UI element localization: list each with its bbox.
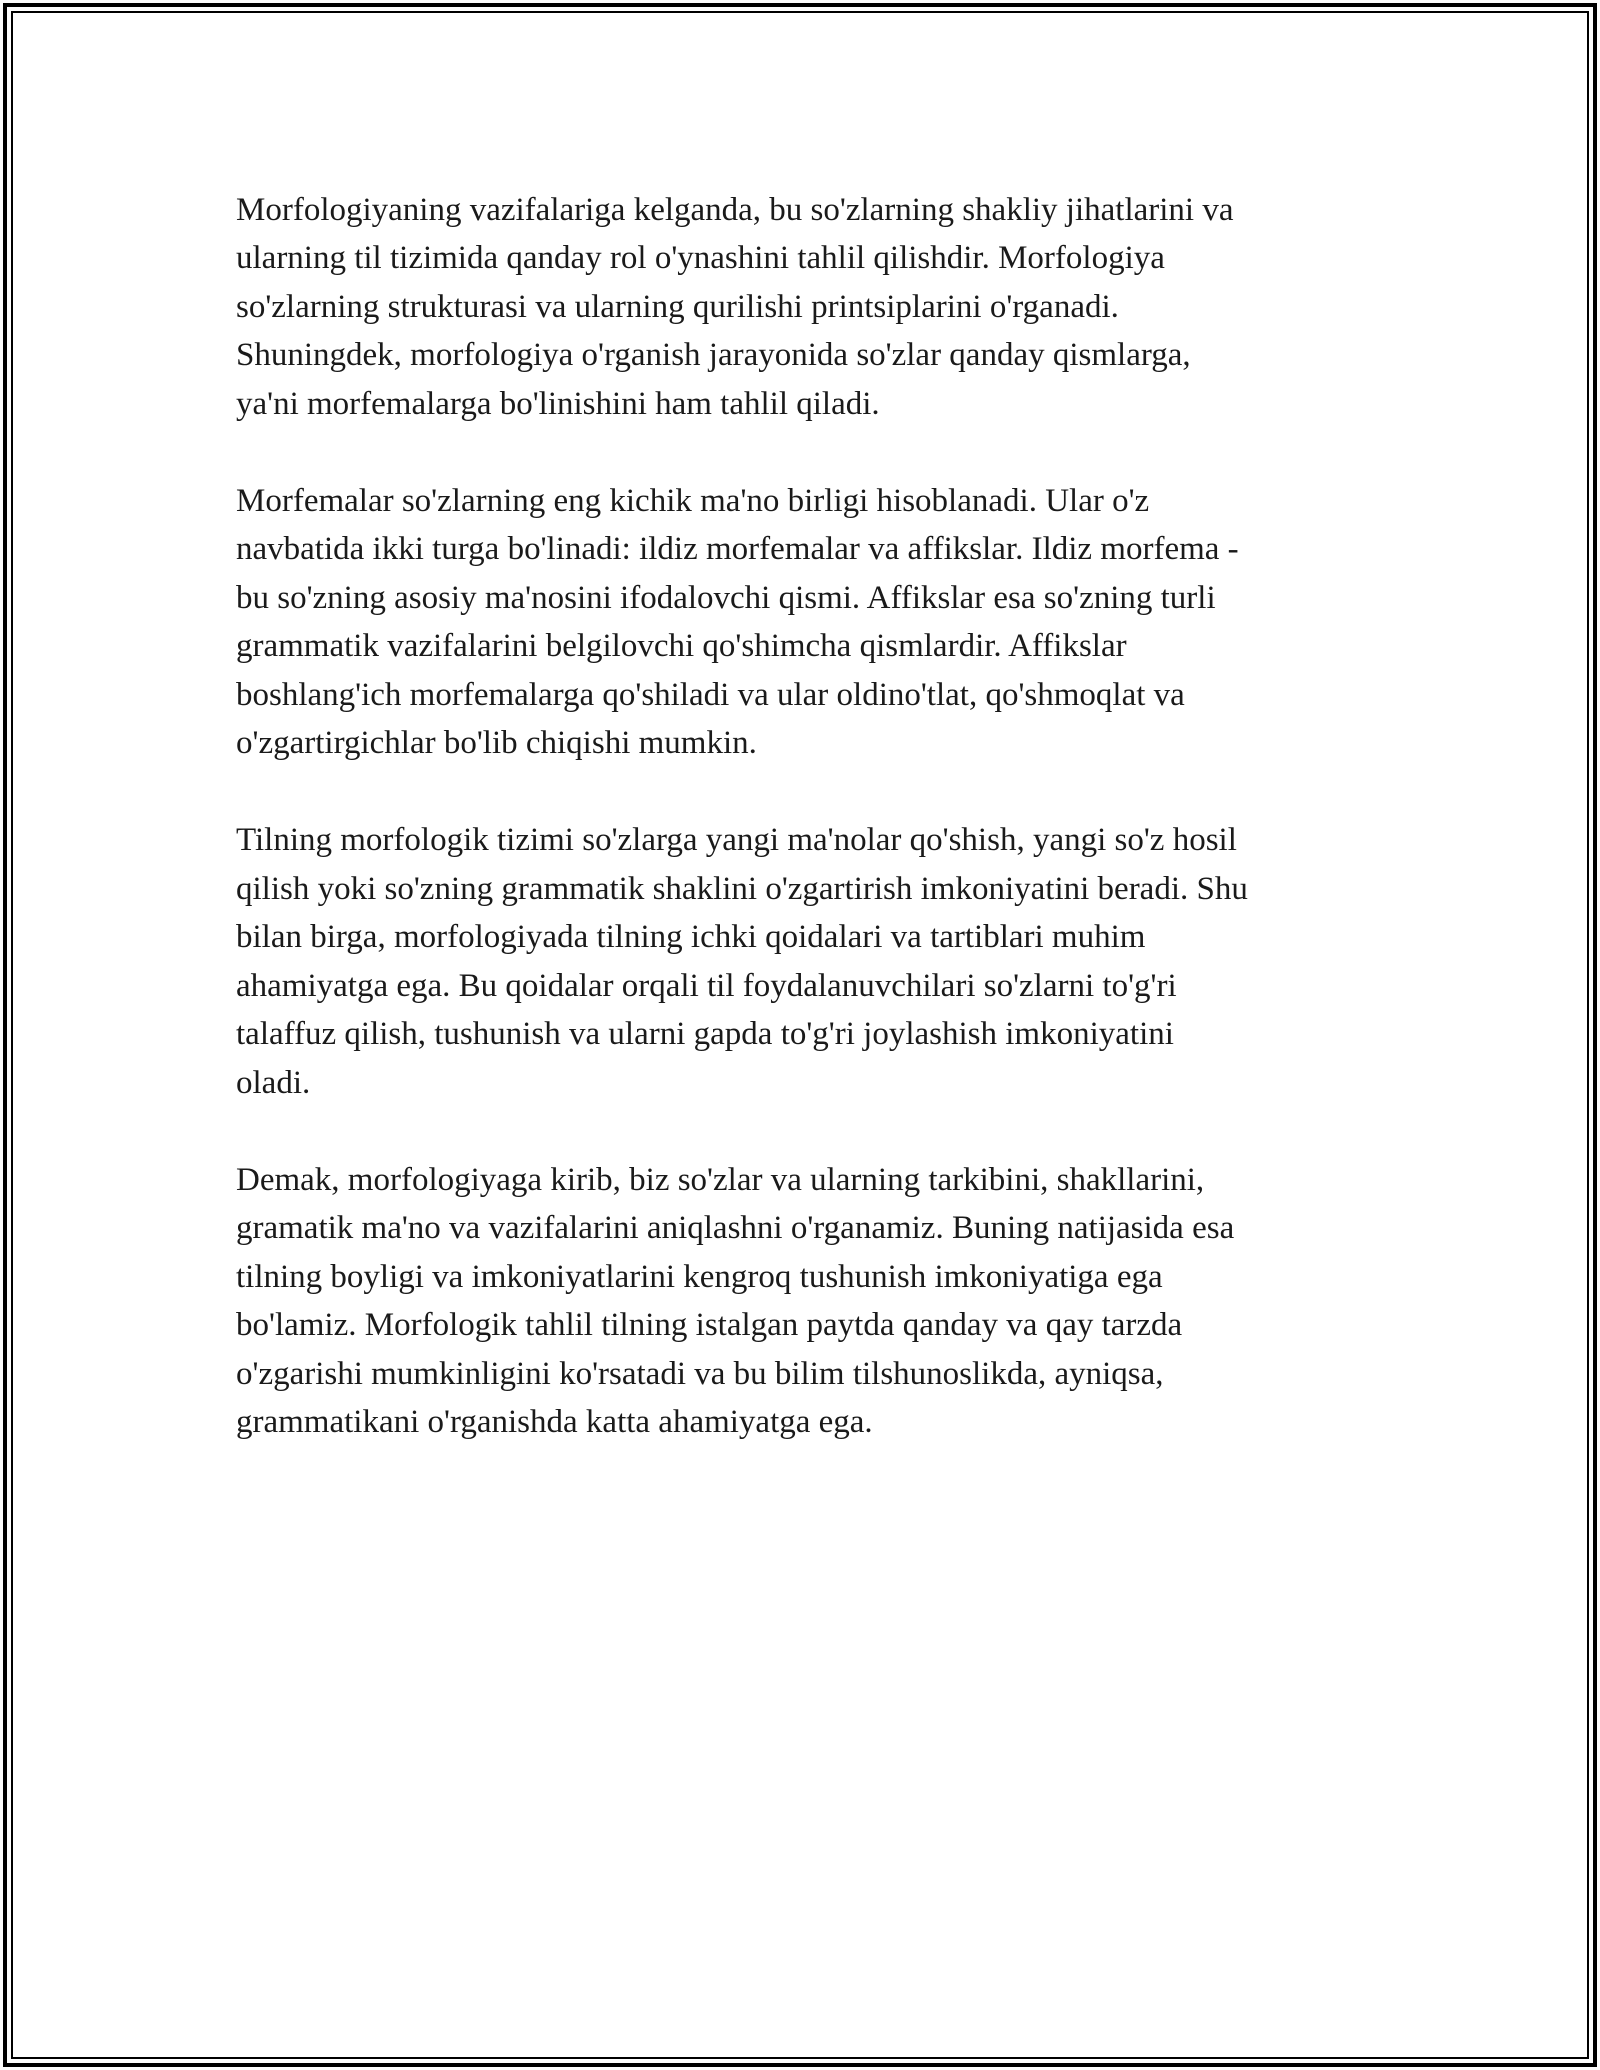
paragraph-2: Morfemalar so'zlarning eng kichik ma'no birligi hisoblanadi. Ular o'z navbatida ikki turga bo'linadi: ildiz morfemalar va affikslar. Ildiz morfema - bu so'zning asosiy ma'nosini ifodalovchi qismi. Affikslar esa so'zning turli grammatik vazifalarini belgilovchi qo'shimcha qismlardir. Affikslar boshlang'ich morfemalarga qo'shiladi va ular oldino'tlat, qo'shmoqlat va o'zgartirgichlar bo'lib chiqishi mumkin. [236, 483, 1239, 762]
paragraph-1: Morfologiyaning vazifalariga kelganda, bu so'zlarning shakliy jihatlarini va ularning til tizimida qanday rol o'ynashini tahlil qilishdir. Morfologiya so'zlarning strukturasi va ularning qurilishi printsiplarini o'rganadi. Shuningdek, morfologiya o'rganish jarayonida so'zlar qanday qismlarga, ya'ni morfemalarga bo'linishini ham tahlil qiladi. [236, 192, 1234, 422]
paragraph-4: Demak, morfologiyaga kirib, biz so'zlar va ularning tarkibini, shakllarini, gramatik ma'no va vazifalarini aniqlashni o'rganamiz. Buning natijasida esa tilning boyligi va imkoniyatlarini kengroq tushunish imkoniyatiga ega bo'lamiz. Morfologik tahlil tilning istalgan paytda qanday va qay tarzda o'zgarishi mumkinligini ko'rsatadi va bu bilim tilshunoslikda, ayniqsa, grammatikani o'rganishda katta ahamiyatga ega. [236, 1161, 1235, 1440]
document-body [236, 186, 1366, 1495]
paragraph-3: Tilning morfologik tizimi so'zlarga yangi ma'nolar qo'shish, yangi so'z hosil qilish yoki so'zning grammatik shaklini o'zgartirish imkoniyatini beradi. Shu bilan birga, morfologiyada tilning ichki qoidalari va tartiblari muhim ahamiyatga ega. Bu qoidalar orqali til foydalanuvchilari so'zlarni to'g'ri talaffuz qilish, tushunish va ularni gapda to'g'ri joylashish imkoniyatini oladi. [236, 822, 1248, 1101]
